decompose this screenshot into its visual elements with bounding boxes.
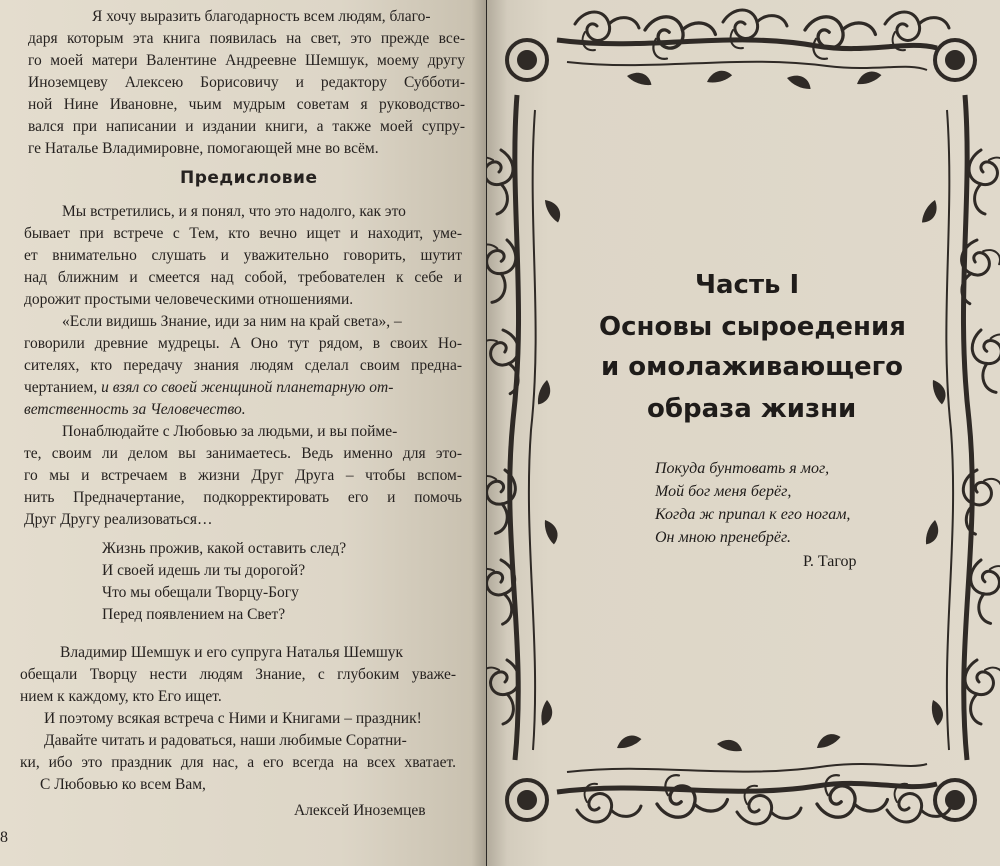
part-title-line: и омолаживающего xyxy=(601,352,904,382)
part-label: Часть I xyxy=(695,270,800,300)
intro-line: Я хочу выразить благодарность всем людям, благо- xyxy=(92,8,431,25)
ornamental-frame xyxy=(487,0,1000,866)
paragraph-line: Мы встретились, и я понял, что это надолго, как это xyxy=(62,203,406,220)
page-number: 8 xyxy=(0,829,8,846)
right-page xyxy=(487,0,1000,866)
closing-line: С Любовью ко всем Вам, xyxy=(40,776,206,793)
paragraph-line: сителях, кто передачу знания людям сделал своим предна- xyxy=(24,357,462,374)
intro-line: Иноземцеву Алексею Борисовичу и редактору Субботи- xyxy=(28,74,465,91)
paragraph-line: ки, ибо это праздник для нас, а его всегда на всех хватает. xyxy=(20,754,456,771)
paragraph-line: ет внимательно слушать и уважительно говорить, шутит xyxy=(24,247,462,264)
paragraph-line: говорили древние мудрецы. А Оно тут рядом, в своих Но- xyxy=(24,335,462,352)
preface-heading: Предисловие xyxy=(180,168,318,188)
paragraph-line: дорожит простыми человеческими отношениями. xyxy=(24,291,354,308)
epigraph-line: Когда ж припал к его ногам, xyxy=(655,506,851,523)
verse-line: Перед появлением на Свет? xyxy=(102,606,286,623)
epigraph-line: Мой бог меня берёг, xyxy=(655,483,792,500)
intro-line: вался при написании и издании книги, а также моей супру- xyxy=(28,118,465,135)
paragraph-line: Давайте читать и радоваться, наши любимые Соратни- xyxy=(44,732,407,749)
paragraph-line: те, своим ли делом вы занимаетесь. Ведь именно для это- xyxy=(24,445,462,462)
verse-line: И своей идешь ли ты дорогой? xyxy=(102,562,306,579)
epigraph-line: Покуда бунтовать я мог, xyxy=(655,460,830,477)
paragraph-line: Друг Другу реализоваться… xyxy=(24,511,213,528)
intro-line: го моей матери Валентине Андреевне Шемшук, моему другу xyxy=(28,52,465,69)
paragraph-line: И поэтому всякая встреча с Ними и Книгами – праздник! xyxy=(44,710,422,727)
plain-text: чертанием, xyxy=(24,379,98,396)
epigraph-line: Он мною пренебрёг. xyxy=(655,529,792,546)
verse-line: Что мы обещали Творцу-Богу xyxy=(102,584,299,601)
part-title-line: образа жизни xyxy=(647,394,857,424)
verse-line: Жизнь прожив, какой оставить след? xyxy=(102,540,347,557)
left-scrolls xyxy=(487,150,564,727)
paragraph-line: го мы и встречаем в жизни Друг Друга – чтобы вспом- xyxy=(24,467,462,484)
intro-line: даря которым эта книга появилась на свет, это прежде все- xyxy=(28,30,465,47)
top-scrolls xyxy=(575,10,949,92)
italic-text: и взял со своей женщиной планетарную от- xyxy=(101,379,394,396)
part-title-line: Основы сыроедения xyxy=(599,312,906,342)
left-page xyxy=(0,0,486,866)
signature: Алексей Иноземцев xyxy=(294,802,426,819)
bottom-scrolls xyxy=(577,730,951,824)
paragraph-line: ветственность за Человечество. xyxy=(24,401,246,418)
corner-ornaments xyxy=(507,40,975,820)
paragraph-line: Понаблюдайте с Любовью за людьми, и вы пойме- xyxy=(62,423,398,440)
right-scrolls xyxy=(919,150,1000,726)
intro-line: ной Нине Ивановне, чьим мудрым советам я руководство- xyxy=(28,96,465,113)
paragraph-line: над ближним и смеется над собой, требователен к себе и xyxy=(24,269,462,286)
paragraph-line: нием к каждому, кто Его ищет. xyxy=(20,688,222,705)
paragraph-line: Владимир Шемшук и его супруга Наталья Шемшук xyxy=(60,644,404,661)
paragraph-line: обещали Творцу нести людям Знание, с глубоким уваже- xyxy=(20,666,456,683)
paragraph-line xyxy=(24,378,393,398)
intro-line: ге Наталье Владимировне, помогающей мне во всём. xyxy=(28,140,379,157)
paragraph-line: бывает при встрече с Тем, кто вечно ищет и находит, уме- xyxy=(24,225,462,242)
paragraph-line: нить Предначертание, подкорректировать его и помочь xyxy=(24,489,462,506)
epigraph-attribution: Р. Тагор xyxy=(803,553,857,570)
paragraph-line: «Если видишь Знание, иди за ним на край света», – xyxy=(62,313,402,330)
